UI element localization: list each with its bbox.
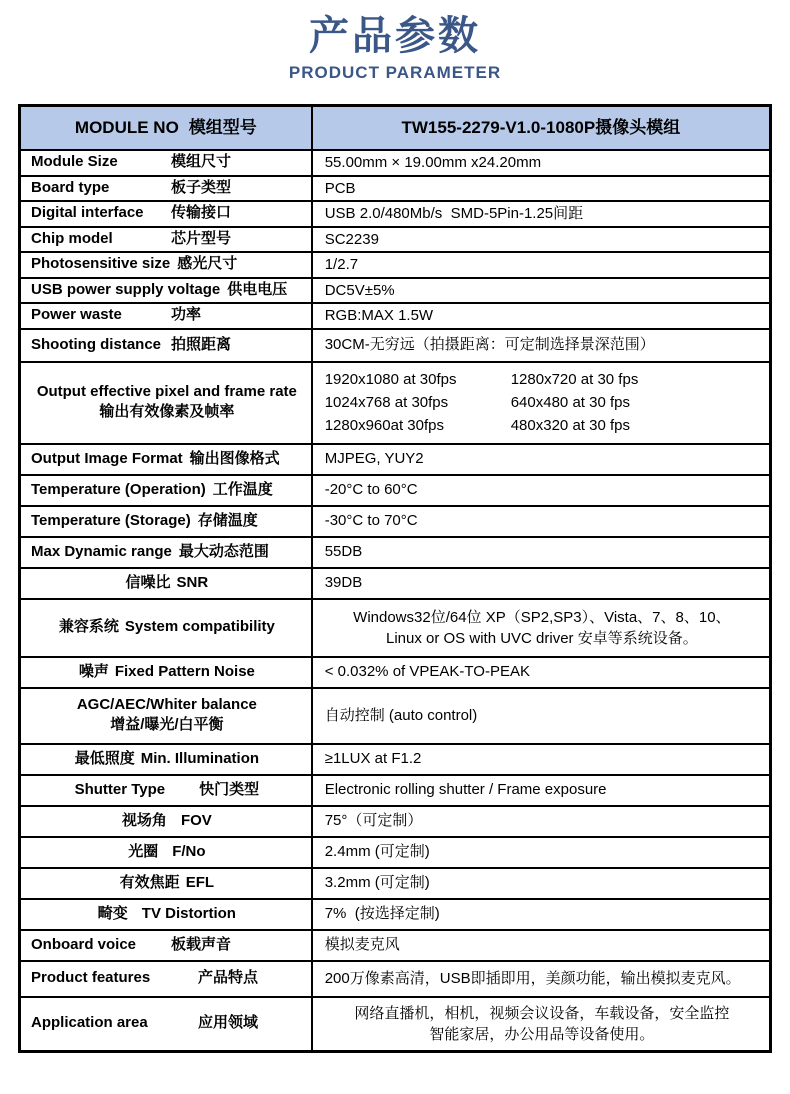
param-label — [21, 931, 313, 960]
table-row-fov — [21, 805, 769, 836]
param-label — [21, 600, 313, 656]
resolution-column-1 — [325, 368, 511, 438]
param-value — [313, 445, 769, 474]
param-value-text: 3.2mm (可定制) — [324, 874, 430, 892]
param-value — [313, 658, 769, 687]
param-value-text: 1/2.7 — [324, 256, 359, 273]
param-label — [21, 962, 313, 996]
param-label — [21, 304, 313, 328]
table-row-board-type — [21, 175, 769, 201]
param-value — [313, 600, 769, 656]
table-row-snr — [21, 567, 769, 598]
param-value — [313, 304, 769, 328]
param-value — [313, 998, 769, 1050]
table-row-tv-distortion — [21, 898, 769, 929]
param-label-zh: 兼容系统 — [58, 618, 119, 636]
param-value — [313, 745, 769, 774]
resolution-column-2 — [511, 368, 639, 438]
param-label-zh: 拍照距离 — [171, 335, 232, 353]
table-row-aperture — [21, 836, 769, 867]
param-label — [21, 658, 313, 687]
header-label-en: MODULE NO — [74, 118, 179, 138]
table-row-system-compatibility — [21, 598, 769, 656]
param-value — [313, 689, 769, 743]
param-label-en: Chip model — [31, 229, 113, 247]
param-label-en: Digital interface — [31, 204, 144, 222]
param-value-line: Windows32位/64位 XP（SP2,SP3）、Vista、7、8、10、 — [353, 608, 731, 626]
param-label-en: Product features — [31, 969, 151, 987]
param-label-en: FOV — [180, 811, 212, 829]
resolution-item: 1280x720 at 30 fps — [510, 370, 639, 388]
param-value — [313, 507, 769, 536]
param-label-en: USB power supply voltage — [31, 280, 221, 298]
param-label — [21, 745, 313, 774]
module-number: TW155-2279-V1.0-1080P摄像头模组 — [401, 117, 681, 137]
param-label-en: Board type — [31, 178, 110, 196]
param-label — [21, 900, 313, 929]
table-row-photosensitive-size — [21, 251, 769, 277]
header-label-zh: 模组型号 — [188, 118, 257, 138]
param-label-en: Min. Illumination — [140, 749, 260, 767]
param-value-text: 7% (按选择定制) — [324, 905, 440, 923]
param-value-text: USB 2.0/480Mb/s SMD-5Pin-1.25间距 — [324, 205, 584, 222]
param-label — [21, 998, 313, 1050]
param-label-zh: 有效焦距 — [119, 873, 180, 891]
table-row-agc-aec-white-balance — [21, 687, 769, 743]
param-value-text: 30CM-无穷远（拍摄距离：可定制选择景深范围） — [324, 336, 655, 354]
table-row-max-dynamic-range — [21, 536, 769, 567]
param-label-zh: 应用领域 — [198, 1014, 259, 1032]
table-row-shutter-type — [21, 774, 769, 805]
param-value-text: 55DB — [324, 543, 363, 561]
table-row-onboard-voice — [21, 929, 769, 960]
table-row-efl — [21, 867, 769, 898]
param-value-text: 200万像素高清，USB即插即用，美颜功能，输出模拟麦克风。 — [324, 969, 741, 987]
param-label-en: Output effective pixel and frame rate — [36, 383, 297, 401]
table-header-row — [21, 107, 769, 149]
param-value-text: DC5V±5% — [324, 281, 395, 299]
param-label — [21, 228, 313, 252]
param-label-en: AGC/AEC/Whiter balance — [76, 696, 257, 714]
table-row-usb-power — [21, 277, 769, 303]
param-value — [313, 776, 769, 805]
param-value-line: 网络直播机，相机，视频会议设备，车载设备，安全监控 — [354, 1004, 730, 1022]
param-value — [313, 253, 769, 277]
table-row-temperature-operation — [21, 474, 769, 505]
resolution-item: 480x320 at 30 fps — [510, 417, 630, 435]
param-value — [313, 279, 769, 303]
param-label-en: Shooting distance — [31, 335, 162, 353]
table-row-application-area — [21, 996, 769, 1050]
table-row-min-illumination — [21, 743, 769, 774]
param-label-en: Onboard voice — [31, 935, 137, 953]
table-row-shooting-distance — [21, 328, 769, 361]
param-value-text: MJPEG, YUY2 — [324, 450, 424, 468]
param-label-zh: 产品特点 — [198, 969, 259, 987]
param-value — [313, 177, 769, 201]
param-value-text: 2.4mm (可定制) — [324, 843, 430, 861]
param-label-zh: 芯片型号 — [171, 229, 232, 247]
param-label — [21, 869, 313, 898]
param-label-zh: 模组尺寸 — [171, 153, 232, 171]
resolution-item: 1280x960at 30fps — [324, 417, 444, 435]
param-label-zh: 增益/曝光/白平衡 — [110, 716, 224, 733]
param-label-zh: 功率 — [171, 306, 202, 324]
resolution-item: 1920x1080 at 30fps — [324, 370, 457, 388]
param-label — [21, 807, 313, 836]
resolution-item: 640x480 at 30 fps — [510, 393, 630, 411]
param-value-text: SC2239 — [324, 230, 379, 248]
param-label-en: Fixed Pattern Noise — [114, 662, 255, 680]
param-label-zh: 供电电压 — [227, 280, 288, 298]
param-label-zh: 感光尺寸 — [177, 255, 238, 273]
header-value-cell — [313, 107, 769, 149]
param-value-text: 75°（可定制） — [324, 812, 423, 830]
param-label-en: TV Distortion — [141, 904, 236, 922]
param-value-line: 智能家居，办公用品等设备使用。 — [429, 1025, 655, 1043]
param-label — [21, 476, 313, 505]
param-label-en: EFL — [185, 873, 215, 891]
param-value — [313, 962, 769, 996]
param-value — [313, 838, 769, 867]
param-label-zh: 输出图像格式 — [189, 449, 280, 467]
param-label-zh: 存储温度 — [197, 511, 258, 529]
param-label-zh: 噪声 — [78, 662, 109, 680]
table-row-output-pixel-framerate — [21, 361, 769, 443]
param-value-text: 模拟麦克风 — [324, 936, 400, 954]
param-value — [313, 807, 769, 836]
param-label-en: Module Size — [31, 153, 118, 171]
param-label — [21, 445, 313, 474]
param-label-zh: 传输接口 — [171, 204, 232, 222]
param-label-zh: 输出有效像素及帧率 — [99, 403, 235, 420]
param-label — [21, 151, 313, 175]
param-value — [313, 476, 769, 505]
param-label — [21, 177, 313, 201]
param-label-en: Power waste — [31, 306, 122, 324]
page-title: 产品参数 — [309, 14, 481, 58]
param-label-zh: 工作温度 — [212, 480, 273, 498]
param-label-zh: 最低照度 — [74, 749, 135, 767]
param-value-text: < 0.032% of VPEAK-TO-PEAK — [324, 663, 530, 681]
param-label — [21, 838, 313, 867]
param-label — [21, 689, 313, 743]
param-label-en: F/No — [172, 842, 206, 860]
param-label-en: Photosensitive size — [31, 255, 171, 273]
param-label-zh: 最大动态范围 — [178, 542, 269, 560]
param-label-en: Application area — [31, 1014, 148, 1032]
param-value-text: -20°C to 60°C — [324, 481, 418, 499]
param-value — [313, 228, 769, 252]
table-row-product-features — [21, 960, 769, 996]
param-label-zh: 视场角 — [121, 811, 167, 829]
param-label-en: Output Image Format — [31, 449, 183, 467]
parameter-table — [18, 104, 772, 1053]
param-value-text: 39DB — [324, 574, 363, 592]
param-value — [313, 330, 769, 361]
page-subtitle: PRODUCT PARAMETER — [288, 63, 502, 82]
param-label-en: System compatibility — [124, 618, 275, 636]
param-value-text: Electronic rolling shutter / Frame exposure — [324, 781, 607, 799]
header-label-cell — [21, 107, 313, 149]
param-label-en: Temperature (Storage) — [31, 511, 191, 529]
param-value — [313, 151, 769, 175]
param-label-en: SNR — [176, 573, 209, 591]
param-value — [313, 202, 769, 226]
param-value — [313, 869, 769, 898]
param-label-zh: 信噪比 — [125, 573, 171, 591]
param-label-zh: 板载声音 — [171, 935, 232, 953]
param-label-zh: 光圈 — [128, 842, 159, 860]
param-value-text: -30°C to 70°C — [324, 512, 418, 530]
table-row-temperature-storage — [21, 505, 769, 536]
param-value — [313, 363, 769, 443]
param-label — [21, 538, 313, 567]
table-row-fixed-pattern-noise — [21, 656, 769, 687]
param-label — [21, 253, 313, 277]
table-row-power-waste — [21, 302, 769, 328]
param-value-text: 自动控制 (auto control) — [324, 706, 478, 724]
param-label — [21, 507, 313, 536]
param-label-zh: 畸变 — [97, 904, 128, 922]
param-label-en: Shutter Type — [74, 780, 166, 798]
param-label — [21, 202, 313, 226]
param-label — [21, 330, 313, 361]
param-value-line: Linux or OS with UVC driver 安卓等系统设备。 — [385, 629, 698, 647]
param-label-en: Max Dynamic range — [31, 542, 172, 560]
param-value — [313, 569, 769, 598]
param-label-zh: 板子类型 — [171, 178, 232, 196]
param-value-text: 55.00mm × 19.00mm x24.20mm — [324, 154, 542, 171]
param-value — [313, 538, 769, 567]
param-label-zh: 快门类型 — [199, 780, 260, 798]
param-label — [21, 363, 313, 443]
param-label — [21, 776, 313, 805]
param-label — [21, 279, 313, 303]
param-label-en: Temperature (Operation) — [31, 480, 206, 498]
table-row-module-size — [21, 149, 769, 175]
param-value — [313, 931, 769, 960]
resolution-item: 1024x768 at 30fps — [324, 393, 449, 411]
table-row-digital-interface — [21, 200, 769, 226]
param-value-text: RGB:MAX 1.5W — [324, 307, 434, 324]
param-value-text: PCB — [324, 179, 356, 197]
param-value-text: ≥1LUX at F1.2 — [324, 750, 422, 768]
table-row-output-image-format — [21, 443, 769, 474]
page-header — [0, 0, 790, 83]
param-value — [313, 900, 769, 929]
table-row-chip-model — [21, 226, 769, 252]
param-label — [21, 569, 313, 598]
